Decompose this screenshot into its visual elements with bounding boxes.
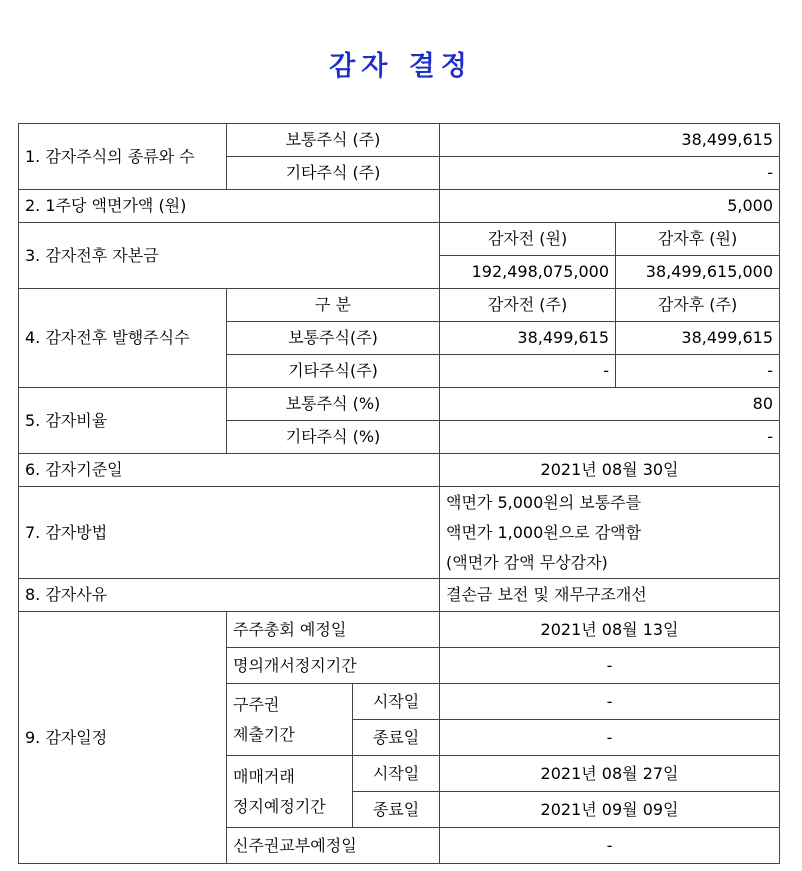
- r9-submit-label: [227, 684, 353, 756]
- table-row: [19, 388, 780, 421]
- r5-other-value: -: [440, 421, 780, 454]
- r3-after-value: 38,499,615,000: [616, 256, 780, 289]
- r9-meeting-label: 주주총회 예정일: [227, 612, 440, 648]
- r7-line1: 액면가 5,000원의 보통주를: [446, 492, 642, 512]
- r5-other-label: 기타주식 (%): [227, 421, 440, 454]
- table-row: [19, 579, 780, 612]
- r3-after-header: 감자후 (원): [616, 223, 780, 256]
- r4-after-header: 감자후 (주): [616, 289, 780, 322]
- r4-before-header: 감자전 (주): [440, 289, 616, 322]
- r9-submit-end-label: 종료일: [353, 720, 440, 756]
- r4-col-header: 구 분: [227, 289, 440, 322]
- r9-label: 9. 감자일정: [19, 612, 227, 864]
- r5-common-label: 보통주식 (%): [227, 388, 440, 421]
- r1-common-value: 38,499,615: [440, 124, 780, 157]
- table-row: [19, 124, 780, 157]
- table-row: [19, 223, 780, 256]
- page-title: 감자 결정: [329, 51, 473, 82]
- r2-label: 2. 1주당 액면가액 (원): [19, 190, 440, 223]
- r7-line2: 액면가 1,000원으로 감액함: [446, 522, 642, 542]
- r9-new-share-value: -: [440, 828, 780, 864]
- r4-common-label: 보통주식(주): [227, 322, 440, 355]
- r9-trading-end-value: 2021년 09월 09일: [440, 792, 780, 828]
- r9-submit-end-value: -: [440, 720, 780, 756]
- r9-submit-label-line2: 제출기간: [233, 724, 295, 744]
- r9-trading-end-label: 종료일: [353, 792, 440, 828]
- r4-other-before: -: [440, 355, 616, 388]
- r9-meeting-value: 2021년 08월 13일: [440, 612, 780, 648]
- r1-common-label: 보통주식 (주): [227, 124, 440, 157]
- r3-label: 3. 감자전후 자본금: [19, 223, 440, 289]
- r3-before-header: 감자전 (원): [440, 223, 616, 256]
- r9-trading-start-value: 2021년 08월 27일: [440, 756, 780, 792]
- r1-label: 1. 감자주식의 종류와 수: [19, 124, 227, 190]
- r9-trading-label-line2: 정지예정기간: [233, 796, 326, 816]
- table-row: [19, 612, 780, 648]
- r1-other-value: -: [440, 157, 780, 190]
- r3-before-value: 192,498,075,000: [440, 256, 616, 289]
- r9-submit-start-value: -: [440, 684, 780, 720]
- r9-submit-label-line1: 구주권: [233, 694, 280, 714]
- r9-submit-start-label: 시작일: [353, 684, 440, 720]
- r9-trading-start-label: 시작일: [353, 756, 440, 792]
- r9-new-share-label: 신주권교부예정일: [227, 828, 440, 864]
- r9-trading-label-line1: 매매거래: [233, 766, 295, 786]
- r4-common-after: 38,499,615: [616, 322, 780, 355]
- r9-transfer-value: -: [440, 648, 780, 684]
- r9-transfer-label: 명의개서정지기간: [227, 648, 440, 684]
- table-row: [19, 190, 780, 223]
- r7-label: 7. 감자방법: [19, 487, 440, 579]
- r8-label: 8. 감자사유: [19, 579, 440, 612]
- r5-label: 5. 감자비율: [19, 388, 227, 454]
- r4-other-label: 기타주식(주): [227, 355, 440, 388]
- table-row: [19, 289, 780, 322]
- capital-reduction-table: [18, 123, 780, 864]
- r4-label: 4. 감자전후 발행주식수: [19, 289, 227, 388]
- r7-value: [440, 487, 780, 579]
- r5-common-value: 80: [440, 388, 780, 421]
- r8-value: 결손금 보전 및 재무구조개선: [440, 579, 780, 612]
- r1-other-label: 기타주식 (주): [227, 157, 440, 190]
- r4-common-before: 38,499,615: [440, 322, 616, 355]
- r9-trading-label: [227, 756, 353, 828]
- r4-other-after: -: [616, 355, 780, 388]
- r7-line3: (액면가 감액 무상감자): [446, 552, 608, 572]
- table-row: [19, 454, 780, 487]
- r6-value: 2021년 08월 30일: [440, 454, 780, 487]
- r6-label: 6. 감자기준일: [19, 454, 440, 487]
- table-row: [19, 487, 780, 579]
- r2-value: 5,000: [440, 190, 780, 223]
